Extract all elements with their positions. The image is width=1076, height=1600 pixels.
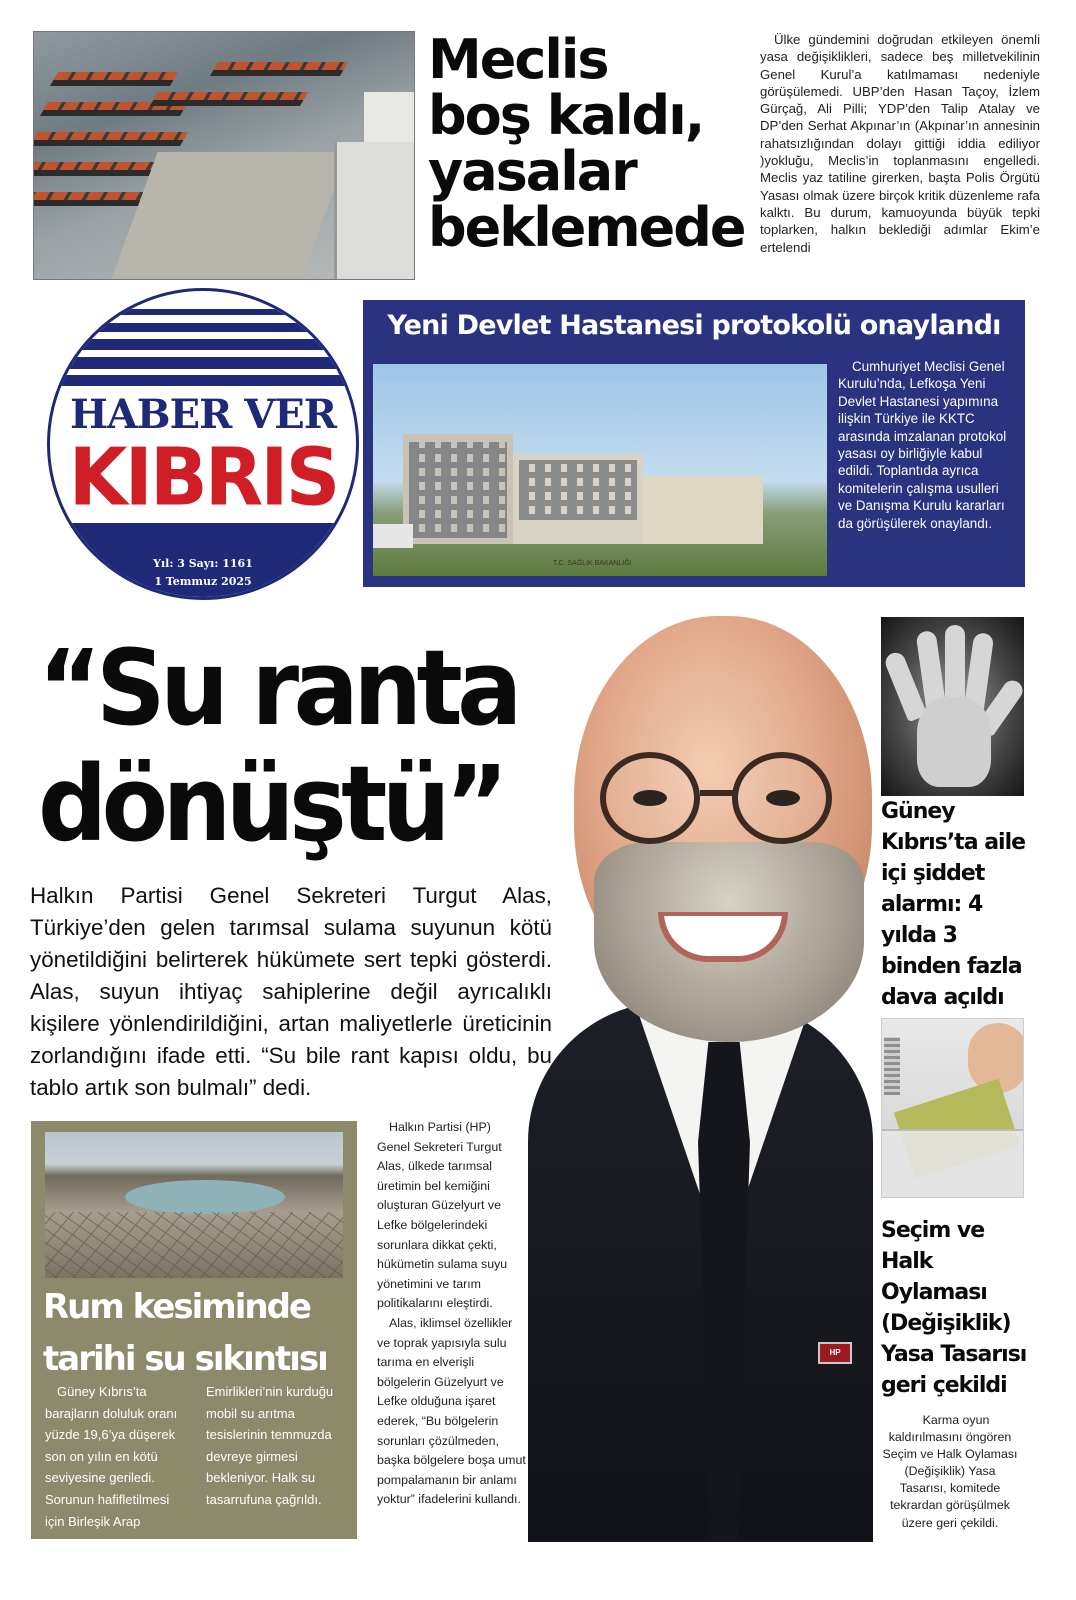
- main-story-body: [377, 1118, 527, 1510]
- issue-number: Yıl: 3 Sayı: 1161: [153, 557, 253, 570]
- hospital-story-body: Cumhuriyet Meclisi Genel Kurulu’nda, Lefkoşa Yeni Devlet Hastanesi yapımına ilişkin Türkiye ile KKTC arasında imzalanan protokol yasası oy birliğiyle kabul edildi. Toplantıda ayrıca komitelerin çalışma usulleri ve Danışma Kurulu kararları da görüşülerek onaylandı.: [838, 359, 1007, 531]
- top-story-body: Ülke gündemini doğrudan etkileyen önemli yasa değişiklikleri, sadece beş milletvekilinin Genel Kurul’a katılmaması nedeniyle görüşülemedi. UBP’den Hasan Taçoy, İzlem Gürçağ, Ali Pilli; YDP’den Talip Atalay ve DP’den Serhat Akpınar’ın (Akpınar’ın annesinin rahatsızlığından dolayı gittiği iddia ediliyor )yokluğu, Meclis’in toplanmasını engelledi. Meclis yaz tatiline girerken, başta Polis Örgütü Yasası olmak üzere birçok kritik düzenleme rafa kalktı. Bu durum, kamuoyunda büyük tepki toplarken, halkın beklediği adımlar Ekim’e ertelendi: [760, 32, 1040, 255]
- turgut-alas-portrait: [528, 612, 873, 1542]
- main-story-lead: Halkın Partisi Genel Sekreteri Turgut Alas, Türkiye’den gelen tarımsal sulama suyunun kötü yönetildiğini belirterek hükümete sert tepki gösterdi. Alas, suyun ihtiyaç sahiplerine değil ayrıcalıklı kişilere yönlendirildiğini, artan maliyetlerle üreticinin zorlandığını ifade etti. “Su bile rant kapısı oldu, bu tablo artık son bulmalı” dedi.: [30, 883, 552, 1100]
- headline-line: Meclis: [428, 28, 608, 91]
- ballot-box-photo: [881, 1018, 1024, 1198]
- hospital-story-box: [363, 300, 1025, 587]
- main-headline: [38, 627, 559, 865]
- headline-line: yasalar: [428, 140, 636, 203]
- masthead-title-main: KIBRIS: [68, 429, 338, 524]
- party-pin: HP: [818, 1342, 852, 1364]
- election-bill-body: Karma oyun kaldırılmasını öngören Seçim ve Halk Oylaması (Değişiklik) Yasa Tasarısı, komitede tekrardan görüşülmek üzere geri çekildi.: [882, 1413, 1018, 1530]
- water-story-box: [31, 1121, 357, 1539]
- main-headline-line: “Su ranta: [38, 627, 517, 749]
- domestic-violence-headline: Güney Kıbrıs’ta aile içi şiddet alarmı: 4 yılda 3 binden fazla dava açıldı: [881, 799, 1026, 1010]
- main-headline-line: dönüştü”: [38, 743, 503, 865]
- issue-date: 1 Temmuz 2025: [154, 575, 252, 588]
- water-story-body: [45, 1381, 345, 1532]
- main-story-paragraph: Alas, iklimsel özellikler ve toprak yapısıyla sulu tarıma en elverişli bölgelerin Güzelyurt ve Lefke olduğuna işaret ederek, “Bu bölgelerin sorunları çözülmeden, başka bölgelere boşa umut pompalamanın bir anlamı yoktur” ifadelerini kullandı.: [377, 1315, 526, 1507]
- headline-line: boş kaldı,: [428, 84, 704, 147]
- raised-hand-photo: [881, 617, 1024, 796]
- parliament-photo: [33, 31, 415, 280]
- water-headline-line: Rum kesiminde: [43, 1287, 310, 1327]
- headline-line: beklemede: [428, 196, 745, 259]
- dry-reservoir-photo: [45, 1132, 343, 1278]
- top-headline: [428, 28, 748, 259]
- election-bill-headline: Seçim ve Halk Oylaması (Değişiklik) Yasa Tasarısı geri çekildi: [881, 1218, 1027, 1398]
- masthead-logo: [47, 288, 359, 600]
- water-headline-line: tarihi su sıkıntısı: [43, 1339, 327, 1379]
- masthead-title-top: HABER VER: [69, 391, 337, 438]
- photo-caption: T.C. SAĞLIK BAKANLIĞI: [553, 560, 632, 567]
- hospital-rendering-photo: [373, 364, 827, 576]
- water-story-paragraph: Güney Kıbrıs’ta barajların doluluk oranı yüzde 19,6’ya düşerek son on yılın en kötü seviyesine geriledi. Sorunun hafifletilmesi için Birleşik Arap Emirlikleri’nin kurduğu mobil su arıtma tesislerinin temmuzda devreye girmesi bekleniyor. Halk su tasarrufuna çağrıldı.: [45, 1384, 334, 1529]
- hospital-headline: Yeni Devlet Hastanesi protokolü onaylandı: [387, 310, 1001, 341]
- main-story-paragraph: Halkın Partisi (HP) Genel Sekreteri Turgut Alas, ülkede tarımsal üretimin bel kemiğini oluşturan Güzelyurt ve Lefke bölgelerindeki sorunlara dikkat çekti, hükümetin sulama suyu yönetimini ve tarım politikalarını eleştirdi.: [377, 1120, 508, 1311]
- water-headline: [43, 1281, 353, 1385]
